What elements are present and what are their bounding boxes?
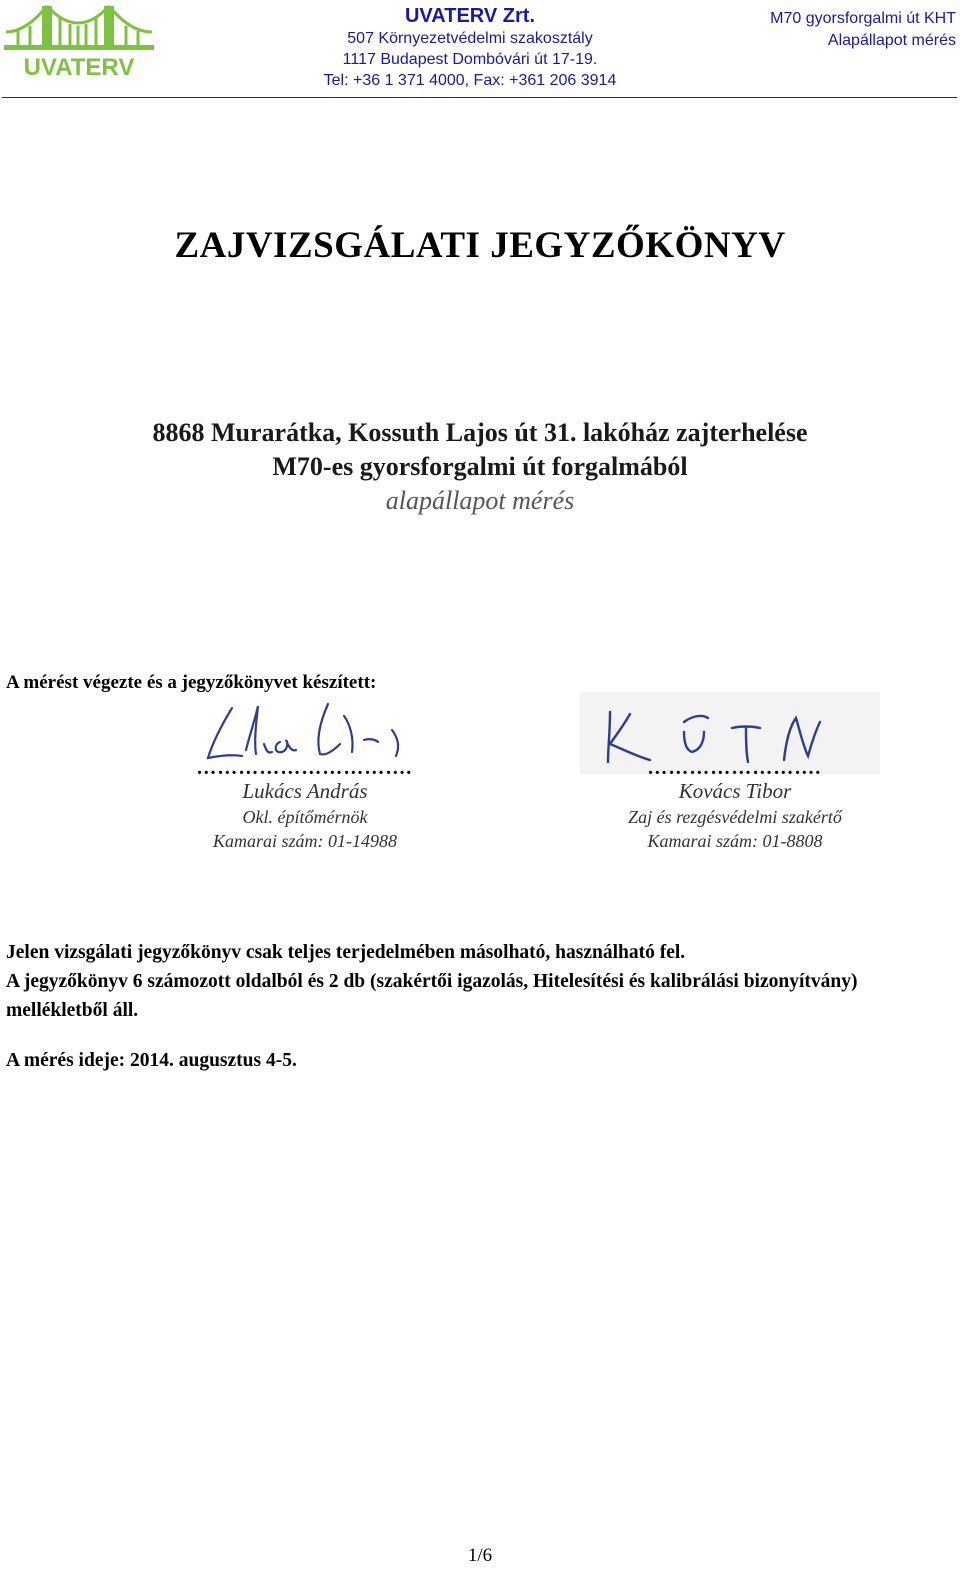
measurement-date: A mérés ideje: 2014. augusztus 4-5. [6,1050,297,1071]
signatory-role: Okl. építőmérnök [242,807,368,827]
usage-notice [6,938,956,1025]
signatory-1 [130,758,480,853]
prepared-by-label: A mérést végezte és a jegyzőkönyvet készített: [6,672,377,693]
document-subject [0,416,960,518]
project-name: M70 gyorsforgalmi út KHT [770,10,956,27]
header-divider [2,97,957,98]
signatory-role: Zaj és rezgésvédelmi szakértő [628,807,842,827]
project-phase: Alapállapot mérés [827,32,956,49]
company-name: UVATERV Zrt. [404,5,535,27]
company-contact: Tel: +36 1 371 4000, Fax: +361 206 3914 [323,72,617,89]
notice-line-1: Jelen vizsgálati jegyzőkönyv csak teljes terjedelmében másolható, használható fel. [6,942,686,963]
signature-line: ……………………. [648,757,822,779]
notice-line-2: A jegyzőkönyv 6 számozott oldalból és 2 db (szakértői igazolás, Hitelesítési és kalibrálási bizonyítvány) mellékletből áll. [6,971,858,1021]
signatory-name: Lukács András [242,779,368,803]
subject-line-2: M70-es gyorsforgalmi út forgalmából [272,452,688,481]
signatory-name: Kovács Tibor [678,779,792,803]
company-info [300,4,640,91]
signatory-2 [560,758,910,853]
signatory-chamber-number: Kamarai szám: 01-8808 [647,831,823,851]
signature-line: …………………………. [197,757,413,779]
company-department: 507 Környezetvédelmi szakosztály [347,30,593,47]
subject-line-3: alapállapot mérés [385,486,575,515]
uvaterv-logo [4,2,154,78]
subject-line-1: 8868 Murarátka, Kossuth Lajos út 31. lakóház zajterhelése [152,418,808,447]
company-address: 1117 Budapest Dombóvári út 17-19. [342,51,598,68]
document-title: ZAJVIZSGÁLATI JEGYZŐKÖNYV [174,225,786,266]
svg-text:UVATERV: UVATERV [23,54,135,78]
project-info [770,8,956,52]
signatory-chamber-number: Kamarai szám: 01-14988 [212,831,397,851]
page-header [0,0,960,100]
page-number: 1/6 [467,1545,493,1566]
